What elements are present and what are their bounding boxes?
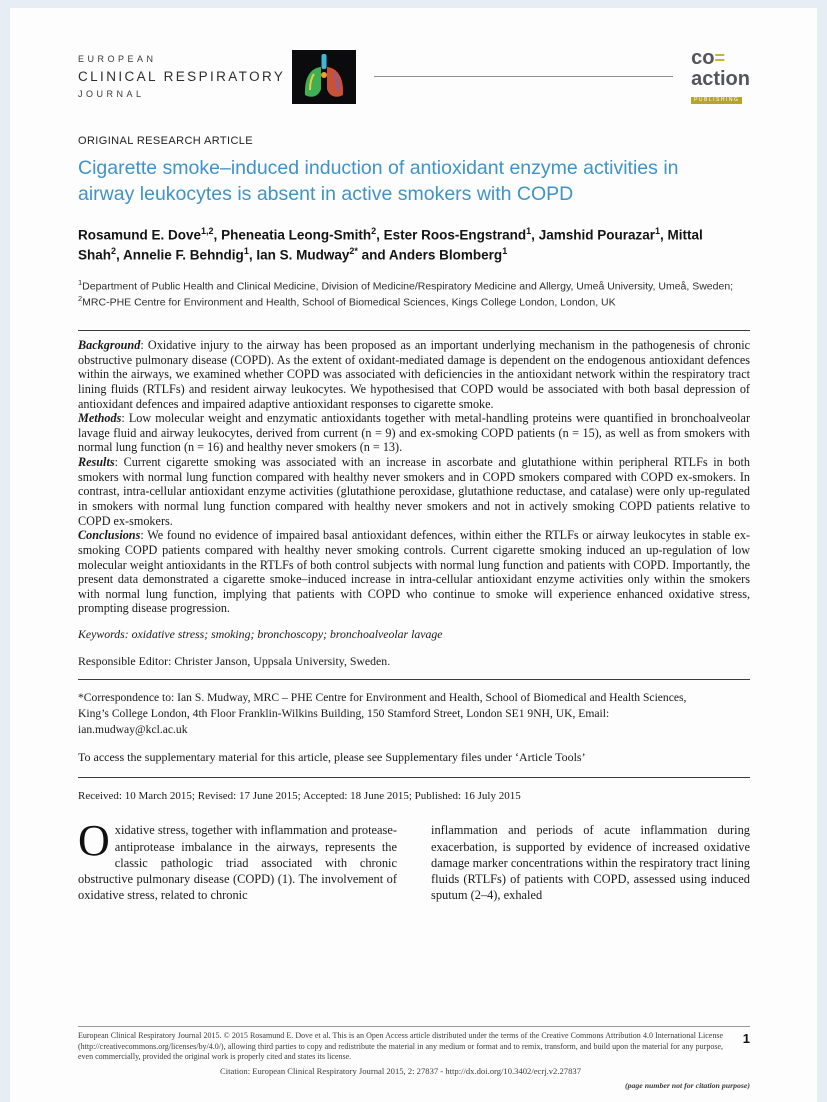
supplementary-note: To access the supplementary material for this article, please see Supplementary files under ‘Article Tools’ [78, 750, 750, 778]
affiliation-sup: 1 [78, 277, 83, 287]
author-separator: , [376, 227, 384, 243]
abstract-label: Results [78, 455, 115, 470]
article-title: Cigarette smoke–induced induction of antioxidant enzyme activities in airway leukocytes is absent in active smokers with COPD [78, 157, 679, 205]
intro-paragraph-right: inflammation and periods of acute inflammation during exacerbation, is supported by evidence of increased oxidative damage marker concentrations within the respiratory tract lining fluids (RTLFs) of patients with COPD, assessed using induced sputum (2–4), exhaled [431, 823, 750, 902]
correspondence-email-link[interactable]: ian.mudway@kcl.ac.uk [78, 722, 188, 736]
author-affil-sup: 1 [243, 245, 249, 256]
publisher-dash-icon: = [714, 48, 725, 68]
journal-name-journal: JOURNAL [78, 89, 145, 99]
abstract-label: Conclusions [78, 528, 141, 543]
author-affil-sup: 1,2 [201, 225, 214, 236]
intro-paragraph-left [78, 816, 397, 903]
author-affil-sup: 1 [526, 225, 532, 236]
author-separator: , [531, 227, 539, 243]
lung-artwork-image [292, 50, 356, 104]
author-name: Ester Roos-Engstrand [383, 227, 527, 243]
author-separator: , [660, 227, 668, 243]
affiliation-sup: 2 [78, 293, 83, 303]
abstract-text: : Oxidative injury to the airway has been proposed as an important underlying mechanism in the pathogenesis of chronic obstructive pulmonary disease (COPD). As the extent of oxidant-mediated damage is dependent on the endogenous antioxidant defences within the airways, we examined whether COPD was associated with deficiencies in the antioxidant network within the respiratory tract lining fluids (RTLFs) and resident airway leukocytes. We hypothesised that COPD would be associated with both basal depression of antioxidant defences and impaired adaptive antioxidant responses to cigarette smoke. [78, 337, 750, 411]
journal-name-european: EUROPEAN [78, 54, 157, 64]
publisher-co-text: co [691, 47, 715, 69]
abstract-paragraph-background [78, 338, 750, 411]
author-separator: and [357, 247, 389, 263]
footer-top-row [78, 1026, 750, 1063]
author-name: Pheneatia Leong-Smith [221, 227, 372, 243]
correspondence-block [78, 690, 698, 737]
author-affil-sup: 2 [111, 245, 117, 256]
author-name: Annelie F. Behndig [123, 247, 244, 263]
intro-text-left: xidative stress, together with inflammation and protease-antiprotease imbalance in the airways, represents the classic pathologic triad associated with chronic obstructive pulmonary disease (COPD) (1). The involvement of oxidative stress, related to chronic [78, 823, 397, 902]
paper-page [10, 8, 817, 1102]
publisher-logo [691, 48, 750, 105]
author-name: Anders Blomberg [388, 247, 503, 263]
journal-logo [78, 54, 288, 99]
abstract-paragraph-conclusions [78, 528, 750, 616]
citation-text: European Clinical Respiratory Journal 2015, 2: 27837 - [252, 1066, 446, 1076]
citation-line [78, 1066, 723, 1076]
author-separator: , [213, 227, 222, 243]
article-history-dates: Received: 10 March 2015; Revised: 17 June 2015; Accepted: 18 June 2015; Published: 16 July 2015 [78, 790, 521, 803]
body-column-left [78, 816, 397, 903]
license-statement: European Clinical Respiratory Journal 2015. © 2015 Rosamund E. Dove et al. This is an Open Access article distributed under the terms of the Creative Commons Attribution 4.0 International License (http://creativecommons.org/licenses/by/4.0/), allowing third parties to copy and redistribute the material in any medium or format and to remix, transform, and build upon the material for any purpose, even commercially, provided the original work is properly cited and states its license. [78, 1031, 723, 1062]
author-separator: , [248, 247, 257, 263]
page-number: 1 [742, 1031, 750, 1047]
abstract-text: : We found no evidence of impaired basal antioxidant defences, within either the RTLFs or airway leukocytes in stable ex-smoking COPD patients compared with healthy never smoking controls. Current cigarette smoking induced an up-regulation of low molecular weight antioxidants in the RTLFs of both control subjects with normal lung function and patients with COPD. Importantly, the present data demonstrated a cigarette smoke–induced increase in intra-cellular antioxidant enzyme activities only within the smokers with normal lung function, implying that patients with COPD who continue to smoke will experience enhanced oxidative stress, prompting disease progression. [78, 528, 750, 616]
dropcap-letter: O [78, 816, 110, 866]
journal-header [78, 48, 750, 105]
article-type-kicker: ORIGINAL RESEARCH ARTICLE [78, 135, 254, 147]
correspondence-text: *Correspondence to: Ian S. Mudway, MRC – PHE Centre for Environment and Health, School of Biomedical and Health Sciences, King’s College London, 4th Floor Franklin-Wilkins Building, 150 Stamford Street, London SE1 9NH, UK, Email: [78, 691, 687, 720]
author-name: Mittal Shah [78, 227, 703, 263]
body-column-right [431, 822, 750, 903]
abstract-paragraph-methods [78, 411, 750, 455]
abstract-text: : Current cigarette smoking was associated with an increase in ascorbate and glutathione within peripheral RTLFs in both smokers with normal lung function compared with healthy never smokers and in COPD smokers compared with COPD ex-smokers. In contrast, intra-cellular antioxidant enzyme activities (glutathione peroxidase, glutathione reductase, and catalase) were only up-regulated in smokers with normal lung function compared with healthy never smokers and not in actively smoking COPD patients relative to COPD ex-smokers. [78, 455, 750, 528]
author-separator: , [116, 247, 124, 263]
page-number-note: (page number not for citation purpose) [625, 1081, 750, 1090]
author-affil-sup: 2* [349, 245, 358, 256]
header-divider-rule [374, 76, 673, 77]
abstract-label: Background [78, 337, 141, 352]
journal-name-clinical-respiratory: CLINICAL RESPIRATORY [78, 69, 286, 84]
abstract-paragraph-results [78, 455, 750, 528]
author-affil-sup: 2 [371, 225, 377, 236]
publisher-action-text: action [691, 68, 750, 90]
affiliation-text: MRC-PHE Centre for Environment and Health, School of Biomedical Sciences, Kings College London, London, UK [82, 296, 616, 309]
publisher-publishing-text: PUBLISHING [691, 97, 742, 104]
keywords-label: Keywords: [78, 627, 132, 642]
abstract-text: : Low molecular weight and enzymatic antioxidants together with metal-handling proteins were quantified in bronchoalveolar lavage fluid and airway leukocytes, derived from current (n = 9) and ex-smoking COPD patients (n = 15), as well as from smokers with normal lung function (n = 16) and healthy never smokers (n = 13). [78, 411, 750, 455]
keywords-line [78, 627, 750, 642]
responsible-editor-line: Responsible Editor: Christer Janson, Uppsala University, Sweden. [78, 654, 391, 669]
abstract-section [78, 330, 750, 680]
abstract-label: Methods [78, 411, 122, 426]
author-list [78, 225, 703, 265]
author-name: Jamshid Pourazar [538, 227, 655, 243]
article-body [78, 816, 750, 903]
citation-label: Citation: [220, 1066, 253, 1076]
affiliation-list [78, 278, 743, 310]
author-name: Ian S. Mudway [256, 247, 350, 263]
citation-doi-link[interactable]: http://dx.doi.org/10.3402/ecrj.v2.27837 [445, 1066, 581, 1076]
keywords-terms: oxidative stress; smoking; bronchoscopy; bronchoalveolar lavage [131, 627, 443, 642]
author-affil-sup: 1 [654, 225, 660, 236]
author-name: Rosamund E. Dove [78, 227, 202, 243]
affiliation-text: Department of Public Health and Clinical Medicine, Division of Medicine/Respiratory Medicine and Allergy, Umeå University, Umeå, Sweden; [82, 280, 734, 293]
page-footer [78, 1026, 750, 1090]
author-affil-sup: 1 [502, 245, 508, 256]
